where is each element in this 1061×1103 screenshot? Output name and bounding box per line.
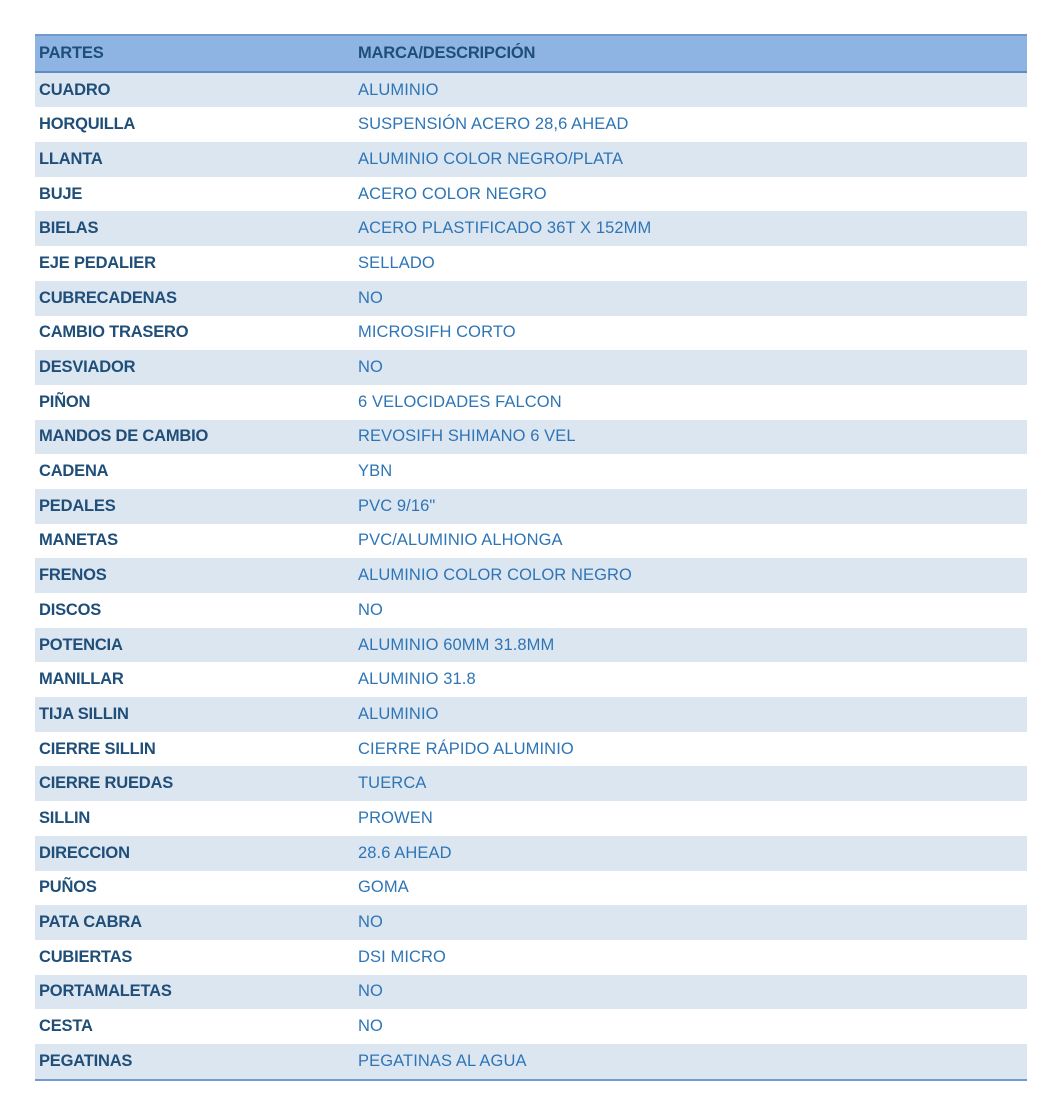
part-description: NO [358, 288, 383, 307]
table-row [35, 142, 1027, 177]
part-name: MANILLAR [39, 670, 124, 689]
part-name: PEGATINAS [39, 1051, 133, 1070]
column-header-description: MARCA/DESCRIPCIÓN [358, 43, 536, 62]
part-name: CUBRECADENAS [39, 288, 177, 307]
part-name: PORTAMALETAS [39, 982, 172, 1001]
part-name: CUBIERTAS [39, 947, 133, 966]
part-name: PUÑOS [39, 878, 97, 897]
part-description: NO [358, 913, 383, 932]
part-name: EJE PEDALIER [39, 253, 156, 272]
part-description: ALUMINIO COLOR NEGRO/PLATA [358, 149, 624, 168]
table-row [35, 697, 1027, 732]
part-name: HORQUILLA [39, 115, 136, 134]
table-row [35, 975, 1027, 1010]
table-row [35, 107, 1027, 142]
part-description: YBN [358, 462, 393, 481]
part-name: DISCOS [39, 600, 102, 619]
column-header-parts: PARTES [39, 43, 104, 62]
table-row [35, 1044, 1027, 1080]
table-row [35, 558, 1027, 593]
part-description: NO [358, 1017, 383, 1036]
part-description: ACERO COLOR NEGRO [358, 184, 547, 203]
part-name: CESTA [39, 1017, 93, 1036]
part-name: CAMBIO TRASERO [39, 323, 189, 342]
part-description: REVOSIFH SHIMANO 6 VEL [358, 427, 576, 446]
part-description: PROWEN [358, 808, 433, 827]
part-description: NO [358, 358, 383, 377]
part-description: PEGATINAS AL AGUA [358, 1051, 527, 1070]
part-description: PVC 9/16" [358, 496, 436, 515]
part-description: ALUMINIO 31.8 [358, 670, 476, 689]
table-row [35, 628, 1027, 663]
table-row [35, 385, 1027, 420]
table-body [35, 72, 1027, 1080]
part-name: FRENOS [39, 566, 107, 585]
table-row [35, 420, 1027, 455]
table-row [35, 177, 1027, 212]
table-row [35, 72, 1027, 108]
part-description: NO [358, 982, 383, 1001]
part-description: NO [358, 600, 383, 619]
part-name: BUJE [39, 184, 83, 203]
part-description: TUERCA [358, 774, 427, 793]
table-row [35, 940, 1027, 975]
table-row [35, 766, 1027, 801]
table-row [35, 246, 1027, 281]
table-row [35, 801, 1027, 836]
part-name: CIERRE RUEDAS [39, 774, 174, 793]
part-name: PATA CABRA [39, 913, 142, 932]
part-name: PEDALES [39, 496, 116, 515]
part-name: PIÑON [39, 392, 91, 411]
part-description: ACERO PLASTIFICADO 36T X 152MM [358, 219, 652, 238]
table-row [35, 489, 1027, 524]
part-name: LLANTA [39, 149, 103, 168]
part-description: CIERRE RÁPIDO ALUMINIO [358, 739, 574, 758]
part-name: SILLIN [39, 808, 91, 827]
table-row [35, 662, 1027, 697]
part-name: DIRECCION [39, 843, 130, 862]
bike-spec-table [35, 34, 1027, 1081]
table-row [35, 1009, 1027, 1044]
part-name: CADENA [39, 462, 109, 481]
table-row [35, 350, 1027, 385]
part-description: GOMA [358, 878, 409, 897]
table-row [35, 836, 1027, 871]
part-description: SUSPENSIÓN ACERO 28,6 AHEAD [358, 115, 629, 134]
part-description: DSI MICRO [358, 947, 446, 966]
part-description: SELLADO [358, 253, 435, 272]
table-row [35, 593, 1027, 628]
table-row [35, 454, 1027, 489]
part-description: PVC/ALUMINIO ALHONGA [358, 531, 563, 550]
table-row [35, 316, 1027, 351]
part-description: ALUMINIO COLOR COLOR NEGRO [358, 566, 632, 585]
part-name: CIERRE SILLIN [39, 739, 156, 758]
part-name: MANETAS [39, 531, 118, 550]
part-name: TIJA SILLIN [39, 704, 129, 723]
table-header-row [35, 35, 1027, 72]
part-description: 28.6 AHEAD [358, 843, 452, 862]
part-name: DESVIADOR [39, 358, 136, 377]
part-description: ALUMINIO [358, 80, 439, 99]
part-description: MICROSIFH CORTO [358, 323, 516, 342]
part-name: MANDOS DE CAMBIO [39, 427, 209, 446]
table-row [35, 211, 1027, 246]
part-description: ALUMINIO 60MM 31.8MM [358, 635, 555, 654]
table-row [35, 281, 1027, 316]
table-row [35, 524, 1027, 559]
part-description: 6 VELOCIDADES FALCON [358, 392, 562, 411]
part-description: ALUMINIO [358, 704, 439, 723]
table-row [35, 871, 1027, 906]
part-name: CUADRO [39, 80, 111, 99]
part-name: POTENCIA [39, 635, 123, 654]
part-name: BIELAS [39, 219, 99, 238]
table-row [35, 732, 1027, 767]
table-row [35, 905, 1027, 940]
